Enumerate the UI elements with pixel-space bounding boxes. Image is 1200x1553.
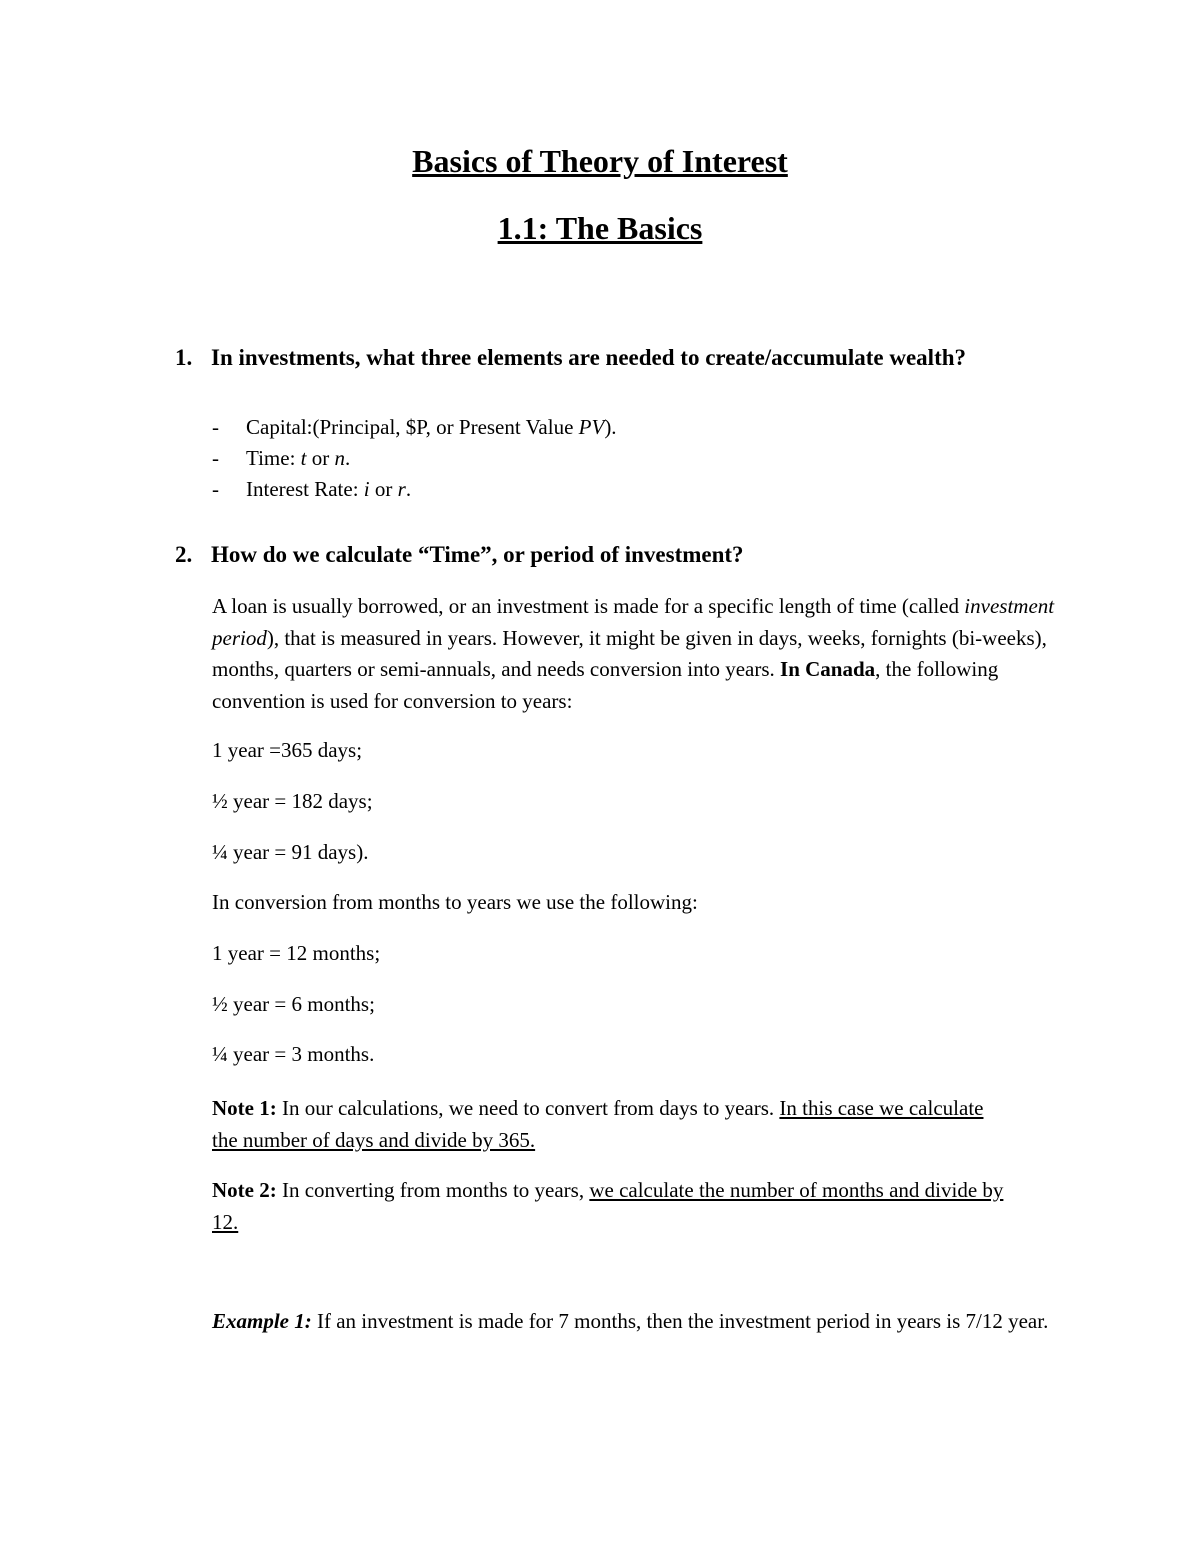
list-item-interest-rate: - Interest Rate: i or r. xyxy=(212,477,412,501)
months-line-1: 1 year = 12 months; xyxy=(212,941,381,965)
months-intro: In conversion from months to years we use the following: xyxy=(212,890,698,914)
note-2: Note 2: In converting from months to years, we calculate the number of months and divide by 12. xyxy=(212,1178,1004,1234)
list-item-capital: - Capital:(Principal, $P, or Present Value PV). xyxy=(212,415,617,439)
days-line-2: ½ year = 182 days; xyxy=(212,789,373,813)
months-line-3: ¼ year = 3 months. xyxy=(212,1042,375,1066)
period-paragraph: A loan is usually borrowed, or an investment is made for a specific length of time (called investment period), that is measured in years. However, it might be given in days, weeks, fornights (bi-weeks), months, quarters or semi-annuals, and needs conversion into years. In Canada, the following convention is used for conversion to years: xyxy=(212,594,1055,713)
note-1: Note 1: In our calculations, we need to convert from days to years. In this case we calculate the number of days and divide by 365. xyxy=(212,1096,984,1152)
document-title: Basics of Theory of Interest xyxy=(412,143,788,179)
question-2-text: How do we calculate “Time”, or period of investment? xyxy=(211,542,744,567)
elements-list xyxy=(212,412,617,505)
days-line-1: 1 year =365 days; xyxy=(212,738,363,762)
section-heading: 1.1: The Basics xyxy=(497,210,703,246)
question-1 xyxy=(175,341,1055,374)
months-line-2: ½ year = 6 months; xyxy=(212,992,375,1016)
question-2-number: 2. xyxy=(175,542,193,567)
question-2 xyxy=(175,538,1055,571)
question-1-text: In investments, what three elements are needed to create/accumulate wealth? xyxy=(211,345,967,370)
question-1-number: 1. xyxy=(175,345,193,370)
list-item-time: - Time: t or n. xyxy=(212,446,351,470)
example-1: Example 1: If an investment is made for 7 months, then the investment period in years is 7/12 year. xyxy=(212,1309,1049,1333)
days-line-3: ¼ year = 91 days). xyxy=(212,840,369,864)
